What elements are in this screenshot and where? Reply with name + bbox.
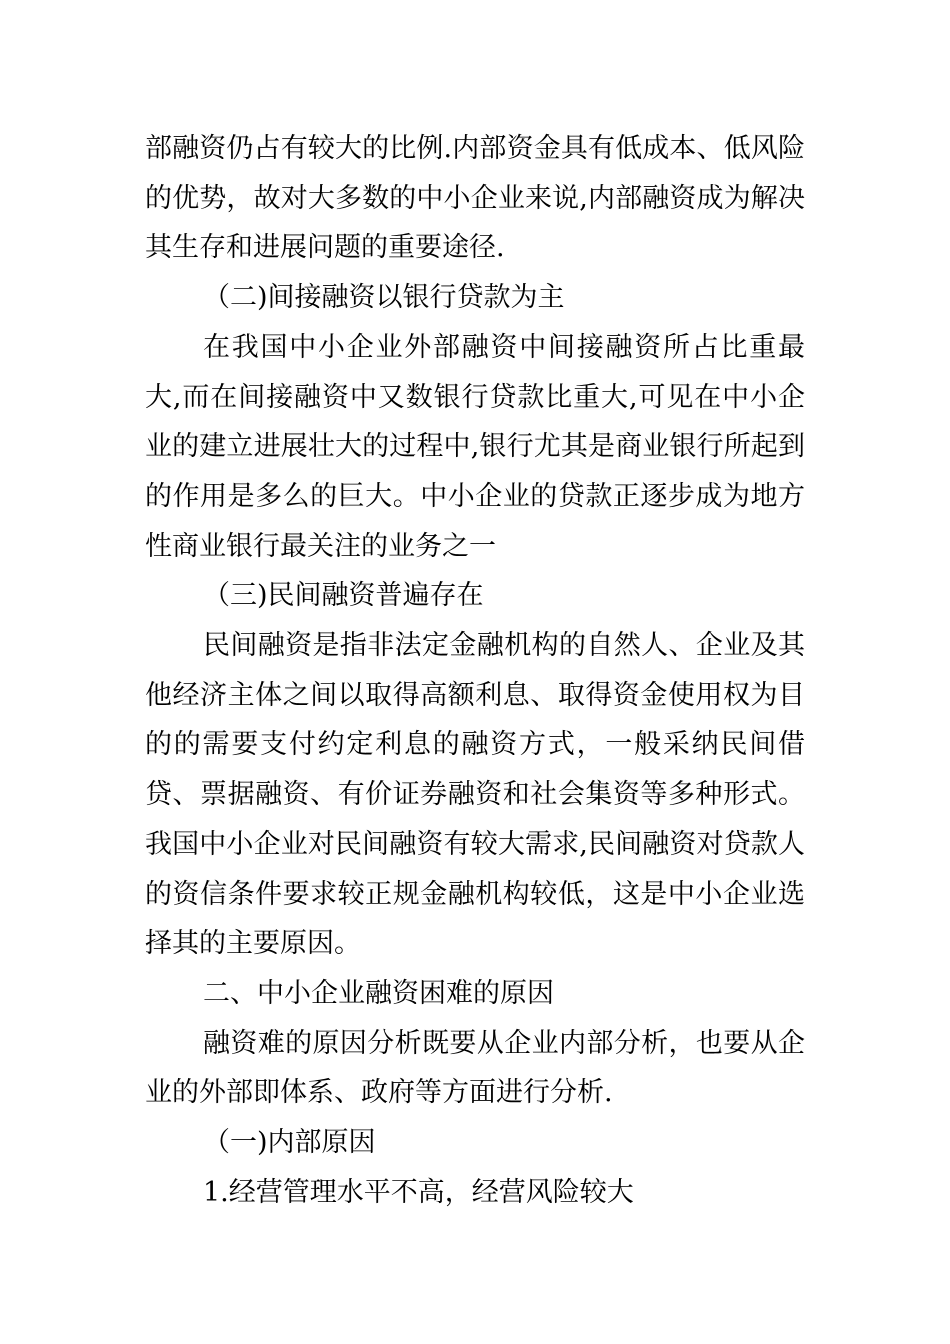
section-heading-private-financing: （三)民间融资普遍存在 xyxy=(203,580,484,612)
section-heading-indirect-financing: （二)间接融资以银行贷款为主 xyxy=(203,282,565,314)
paragraph-private-financing: 民间融资是指非法定金融机构的自然人、企业及其他经济主体之间以取得高额利息、取得资金使用权为目的的需要支付约定利息的融资方式，一般采纳民间借贷、票据融资、有价证券融资和社会集资等多种形式。我国中小企业对民间融资有较大需求,民间融资对贷款人的资信条件要求较正规金融机构较低，这是中小企业选择其的主要原因。 xyxy=(145,630,805,960)
section-heading-financing-difficulties: 二、中小企业融资困难的原因 xyxy=(203,977,554,1009)
paragraph-difficulty-analysis: 融资难的原因分析既要从企业内部分析，也要从企业的外部即体系、政府等方面进行分析. xyxy=(145,1027,805,1109)
list-item-management-level: 1.经营管理水平不高，经营风险较大 xyxy=(203,1176,634,1208)
document-page xyxy=(145,124,805,1217)
section-heading-internal-reasons: （一)内部原因 xyxy=(203,1127,376,1159)
paragraph-indirect-financing: 在我国中小企业外部融资中间接融资所占比重最大,而在间接融资中又数银行贷款比重大,可见在中小企业的建立进展壮大的过程中,银行尤其是商业银行所起到的作用是多么的巨大。中小企业的贷款正逐步成为地方性商业银行最关注的业务之一 xyxy=(145,331,805,562)
paragraph-continuation: 部融资仍占有较大的比例.内部资金具有低成本、低风险的优势，故对大多数的中小企业来说,内部融资成为解决其生存和进展问题的重要途径. xyxy=(145,133,805,264)
